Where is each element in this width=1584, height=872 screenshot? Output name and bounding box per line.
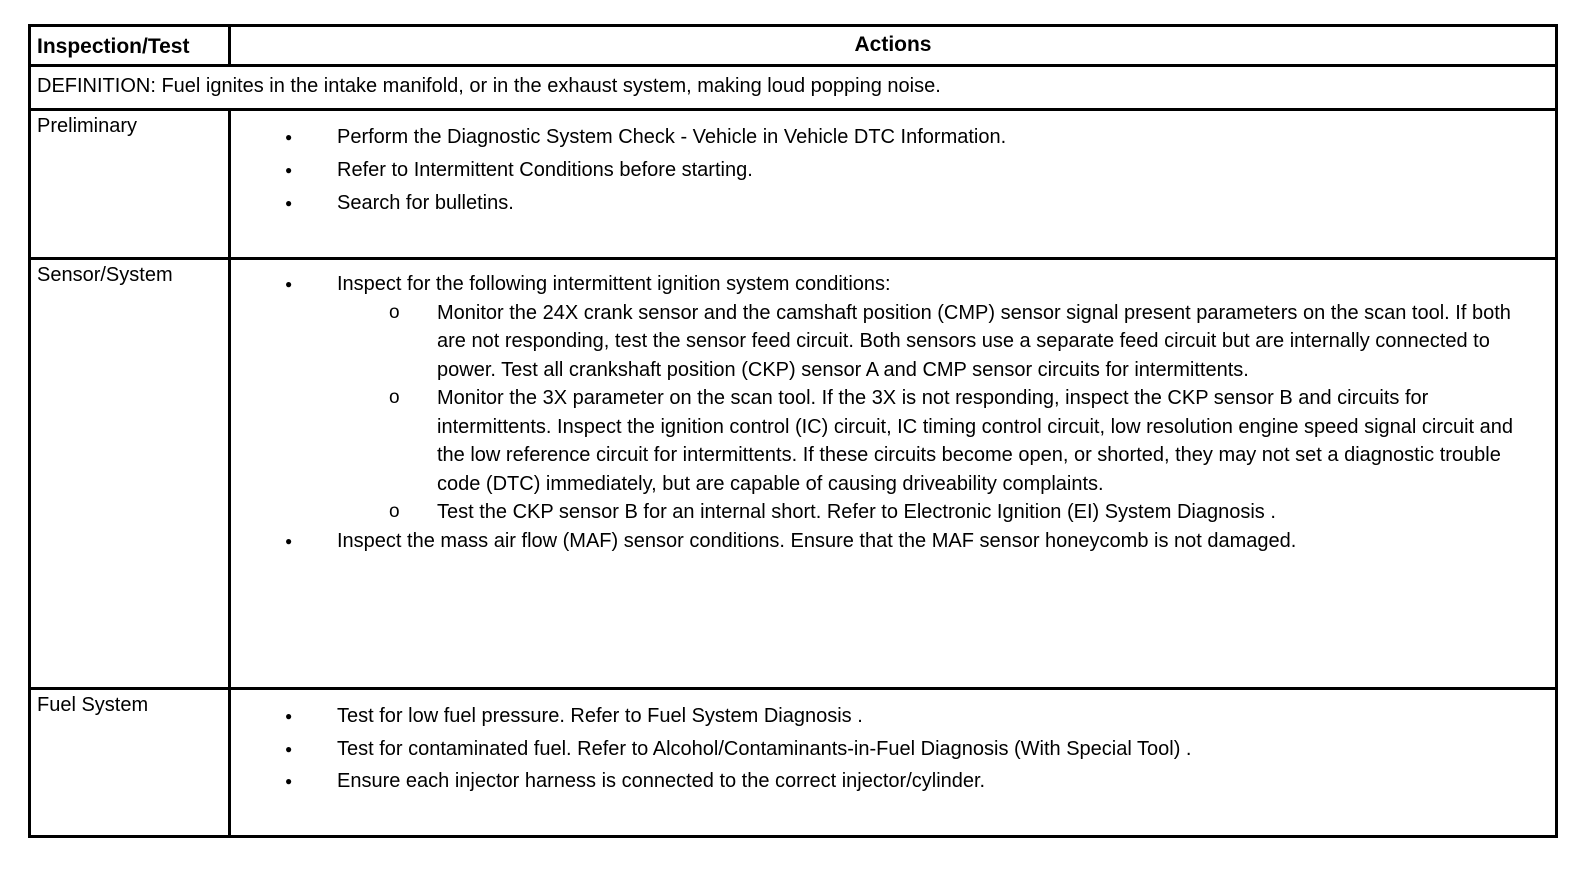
header-inspection-test: Inspection/Test [31, 27, 231, 64]
definition-row [31, 67, 1555, 111]
bullet-list [231, 260, 1555, 555]
list-item: ● Perform the Diagnostic System Check - Vehicle in Vehicle DTC Information. [231, 121, 1535, 154]
diagnostic-table [28, 24, 1558, 838]
list-item: ● Ensure each injector harness is connected to the correct injector/cylinder. [231, 765, 1535, 798]
row-label: Sensor/System [31, 260, 231, 687]
list-item: ● Search for bulletins. [231, 187, 1535, 220]
row-actions [231, 690, 1555, 835]
definition-text: DEFINITION: Fuel ignites in the intake manifold, or in the exhaust system, making loud popping noise. [37, 75, 941, 97]
sub-list-item: o Test the CKP sensor B for an internal short. Refer to Electronic Ignition (EI) System Diagnosis . [337, 498, 1535, 527]
bullet-list [231, 111, 1555, 220]
table-header-row [31, 27, 1555, 67]
list-item: ● Refer to Intermittent Conditions before starting. [231, 154, 1535, 187]
list-item: ● Inspect the mass air flow (MAF) sensor conditions. Ensure that the MAF sensor honeycomb is not damaged. [231, 527, 1535, 556]
table-row-sensor-system [31, 260, 1555, 690]
header-actions: Actions [854, 33, 932, 56]
table-row-fuel-system [31, 690, 1555, 835]
row-label: Fuel System [31, 690, 231, 835]
sub-list-item: o Monitor the 24X crank sensor and the camshaft position (CMP) sensor signal present parameters on the scan tool. If both are not responding, test the sensor feed circuit. Both sensors use a separate feed circuit but are internally connected to power. Test all crankshaft position (CKP) sensor A and CMP sensor circuits for intermittents. [337, 299, 1535, 385]
row-label: Preliminary [31, 111, 231, 257]
row-actions [231, 260, 1555, 687]
sub-list-item: o Monitor the 3X parameter on the scan tool. If the 3X is not responding, inspect the CKP sensor B and circuits for intermittents. Inspect the ignition control (IC) circuit, IC timing control circuit, low resolution engine speed signal circuit and the low reference circuit for intermittents. If these circuits become open, or shorted, they may not set a diagnostic trouble code (DTC) immediately, but are capable of causing driveability complaints. [337, 384, 1535, 498]
sub-bullet-list [337, 299, 1535, 527]
list-item: ● Test for low fuel pressure. Refer to Fuel System Diagnosis . [231, 700, 1535, 733]
bullet-list [231, 690, 1555, 798]
table-row-preliminary [31, 111, 1555, 260]
list-item [231, 270, 1535, 527]
list-item-text: ● Inspect for the following intermittent ignition system conditions: [337, 273, 891, 295]
list-item: ● Test for contaminated fuel. Refer to Alcohol/Contaminants-in-Fuel Diagnosis (With Special Tool) . [231, 733, 1535, 766]
row-actions [231, 111, 1555, 257]
